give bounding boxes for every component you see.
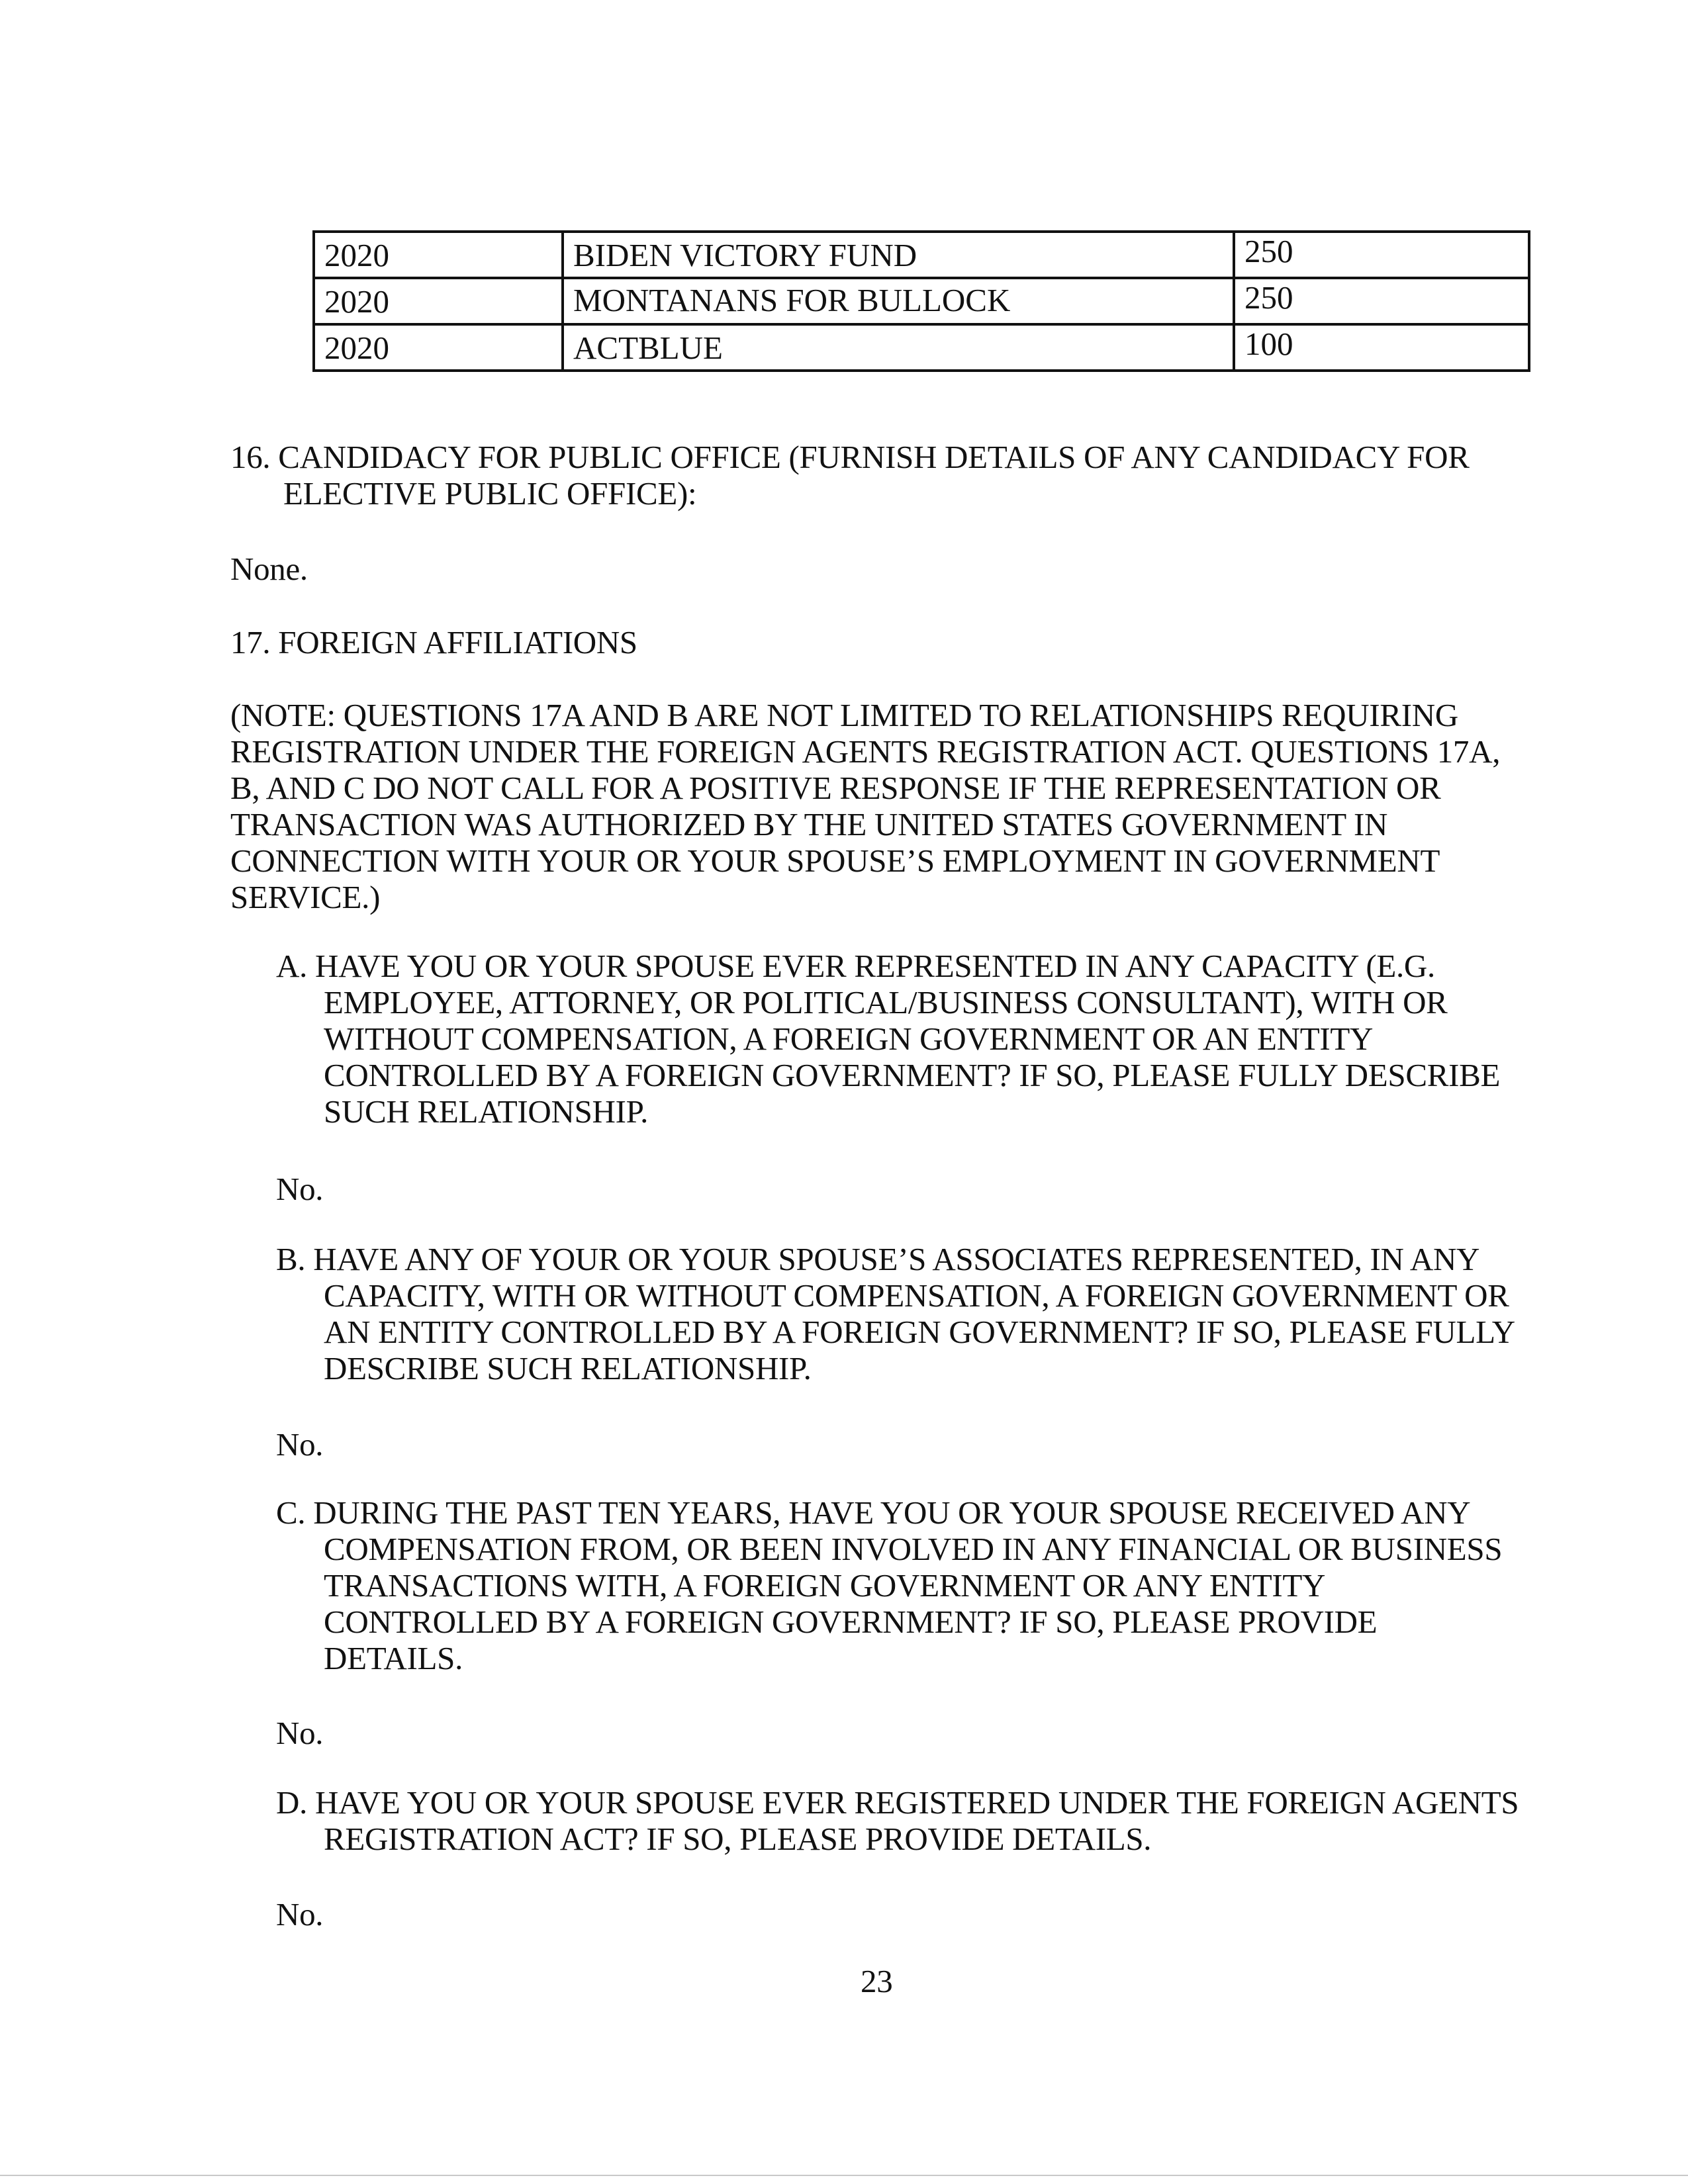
question-text: B. HAVE ANY OF YOUR OR YOUR SPOUSE’S ASSOCIATES REPRESENTED, IN ANY: [276, 1241, 1480, 1277]
year-cell: 2020: [314, 278, 563, 324]
answer-17b: No.: [276, 1426, 324, 1463]
question-text: 16. CANDIDACY FOR PUBLIC OFFICE (FURNISH DETAILS OF ANY CANDIDACY FOR: [230, 439, 1470, 475]
table-row: [314, 232, 1529, 278]
question-text: WITHOUT COMPENSATION, A FOREIGN GOVERNMENT OR AN ENTITY: [324, 1021, 1374, 1057]
note-line: B, AND C DO NOT CALL FOR A POSITIVE RESPONSE IF THE REPRESENTATION OR: [230, 770, 1441, 806]
year-cell: 2020: [314, 324, 563, 371]
note-line: SERVICE.): [230, 879, 381, 915]
question-text: C. DURING THE PAST TEN YEARS, HAVE YOU OR YOUR SPOUSE RECEIVED ANY: [276, 1494, 1471, 1531]
question-text: ELECTIVE PUBLIC OFFICE):: [283, 475, 697, 512]
question-text: EMPLOYEE, ATTORNEY, OR POLITICAL/BUSINESS CONSULTANT), WITH OR: [324, 984, 1448, 1021]
question-17b: [276, 1241, 1515, 1387]
amount-cell: 250: [1234, 278, 1529, 324]
question-text: CONTROLLED BY A FOREIGN GOVERNMENT? IF SO, PLEASE FULLY DESCRIBE: [324, 1057, 1501, 1093]
section-heading: 17. FOREIGN AFFILIATIONS: [230, 624, 637, 660]
recipient-cell: BIDEN VICTORY FUND: [563, 232, 1234, 278]
question-17d: [276, 1784, 1519, 1857]
question-17a: [276, 948, 1500, 1130]
question-text: CONTROLLED BY A FOREIGN GOVERNMENT? IF SO, PLEASE PROVIDE: [324, 1604, 1378, 1640]
answer-16: None.: [230, 551, 308, 587]
question-text: A. HAVE YOU OR YOUR SPOUSE EVER REPRESENTED IN ANY CAPACITY (E.G.: [276, 948, 1435, 984]
page-number: 23: [861, 1963, 893, 1999]
question-text: DESCRIBE SUCH RELATIONSHIP.: [324, 1350, 812, 1387]
question-16: [230, 439, 1470, 512]
year-cell: 2020: [314, 232, 563, 278]
amount-cell: 250: [1234, 232, 1529, 278]
note-line: REGISTRATION UNDER THE FOREIGN AGENTS REGISTRATION ACT. QUESTIONS 17A,: [230, 733, 1501, 770]
question-text: AN ENTITY CONTROLLED BY A FOREIGN GOVERNMENT? IF SO, PLEASE FULLY: [324, 1314, 1515, 1350]
question-text: COMPENSATION FROM, OR BEEN INVOLVED IN ANY FINANCIAL OR BUSINESS: [324, 1531, 1503, 1567]
answer-17d: No.: [276, 1896, 324, 1933]
answer-17a: No.: [276, 1171, 324, 1207]
table-row: [314, 324, 1529, 371]
amount-cell: 100: [1234, 324, 1529, 371]
question-text: SUCH RELATIONSHIP.: [324, 1093, 649, 1130]
note-line: (NOTE: QUESTIONS 17A AND B ARE NOT LIMITED TO RELATIONSHIPS REQUIRING: [230, 697, 1458, 733]
recipient-cell: ACTBLUE: [563, 324, 1234, 371]
note-paragraph: [230, 697, 1500, 915]
contributions-table: [312, 230, 1530, 372]
question-text: DETAILS.: [324, 1640, 463, 1676]
scan-edge-divider: [0, 2175, 1688, 2176]
question-17c: [276, 1494, 1502, 1676]
question-text: CAPACITY, WITH OR WITHOUT COMPENSATION, A FOREIGN GOVERNMENT OR: [324, 1277, 1509, 1314]
question-text: REGISTRATION ACT? IF SO, PLEASE PROVIDE DETAILS.: [324, 1821, 1152, 1857]
note-line: CONNECTION WITH YOUR OR YOUR SPOUSE’S EMPLOYMENT IN GOVERNMENT: [230, 842, 1440, 879]
recipient-cell: MONTANANS FOR BULLOCK: [563, 278, 1234, 324]
question-text: TRANSACTIONS WITH, A FOREIGN GOVERNMENT OR ANY ENTITY: [324, 1567, 1326, 1604]
question-text: D. HAVE YOU OR YOUR SPOUSE EVER REGISTERED UNDER THE FOREIGN AGENTS: [276, 1784, 1519, 1821]
answer-17c: No.: [276, 1715, 324, 1751]
note-line: TRANSACTION WAS AUTHORIZED BY THE UNITED STATES GOVERNMENT IN: [230, 806, 1388, 842]
table-row: [314, 278, 1529, 324]
